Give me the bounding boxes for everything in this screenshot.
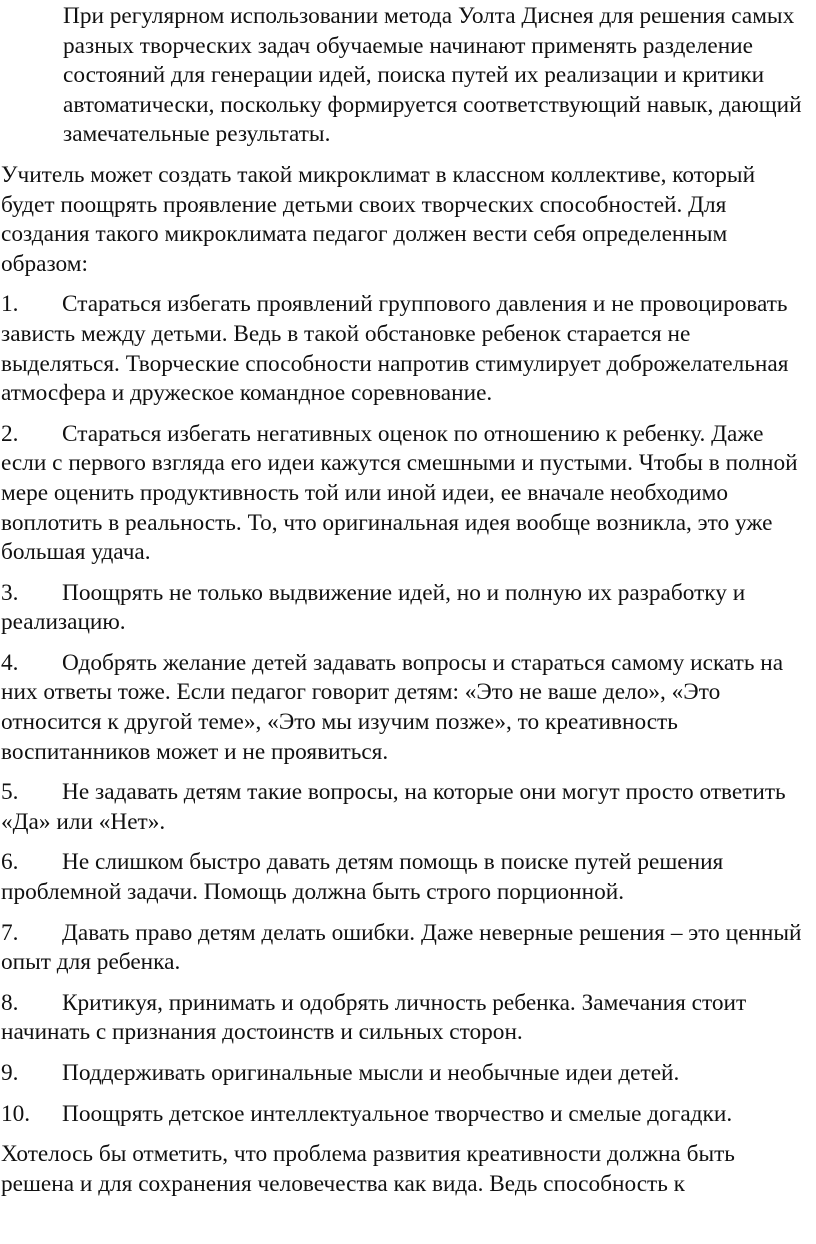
- closing-paragraph: Хотелось бы отметить, что проблема развития креативности должна быть решена и для сохранения человечества как вида. Ведь способность к: [1, 1141, 735, 1197]
- list-item-number: 8.: [1, 989, 19, 1016]
- list-item: [1, 420, 804, 568]
- list-item: [1, 1100, 804, 1130]
- list-item: [1, 579, 804, 638]
- list-item-text: Одобрять желание детей задавать вопросы и стараться самому искать на них ответы тоже. Если педагог говорит детям: «Это не ваше дело», «Это относится к другой теме», «Это мы изучим позже», то креативность воспитанников может и не проявиться.: [1, 649, 784, 765]
- list-item-number: 6.: [1, 849, 19, 876]
- list-item-text: Стараться избегать негативных оценок по отношению к ребенку. Даже если с первого взгляда его идеи кажутся смешными и пустыми. Чтобы в полной мере оценить продуктивность той или иной идеи, ее вначале необходимо воплотить в реальность. То, что оригинальная идея вообще возникла, это уже большая удача.: [1, 420, 798, 566]
- list-item-text: Критикуя, принимать и одобрять личность ребенка. Замечания стоит начинать с признания достоинств и сильных сторон.: [1, 989, 747, 1046]
- list-item: [1, 919, 804, 978]
- list-item-text: Стараться избегать проявлений группового давления и не провоцировать зависть между детьми. Ведь в такой обстановке ребенок старается не выделяться. Творческие способности напротив стимулирует доброжелательная атмосфера и дружеское командное соревнование.: [1, 291, 789, 407]
- list-item-number: 4.: [1, 649, 19, 676]
- list-item-number: 9.: [1, 1060, 19, 1086]
- list-item-text: Не слишком быстро давать детям помощь в поиске путей решения проблемной задачи. Помощь должна быть строго порционной.: [1, 849, 724, 906]
- recommendations-list: [1, 290, 804, 1129]
- list-item: [1, 989, 804, 1048]
- list-item: [1, 1059, 804, 1089]
- teacher-paragraph: Учитель может создать такой микроклимат в классном коллективе, который будет поощрять проявление детьми своих творческих способностей. Для создания такого микроклимата педагог должен вести себя определенным образом:: [1, 161, 756, 277]
- list-item-number: 5.: [1, 779, 19, 806]
- list-item: [1, 649, 804, 767]
- list-item-text: Не задавать детям такие вопросы, на которые они могут просто ответить «Да» или «Нет».: [1, 779, 786, 835]
- list-item-number: 2.: [1, 420, 19, 447]
- intro-paragraph: При регулярном использовании метода Уолта Диснея для решения самых разных творческих задач обучаемые начинают применять разделение состояний для генерации идей, поиска путей их реализации и критики автоматически, поскольку формируется соответствующий навык, дающий замечательные результаты.: [63, 3, 802, 148]
- list-item-text: Поддерживать оригинальные мысли и необычные идеи детей.: [62, 1060, 680, 1086]
- list-item: [1, 778, 804, 837]
- list-item-text: Поощрять детское интеллектуальное творчество и смелые догадки.: [62, 1100, 733, 1127]
- list-item-number: 10.: [1, 1100, 31, 1127]
- list-item-number: 7.: [1, 919, 19, 946]
- list-item: [1, 848, 804, 907]
- list-item-number: 1.: [1, 291, 19, 318]
- list-item: [1, 290, 804, 408]
- list-item-text: Давать право детям делать ошибки. Даже неверные решения – это ценный опыт для ребенка.: [1, 919, 802, 976]
- list-item-text: Поощрять не только выдвижение идей, но и полную их разработку и реализацию.: [1, 579, 746, 636]
- list-item-number: 3.: [1, 579, 19, 606]
